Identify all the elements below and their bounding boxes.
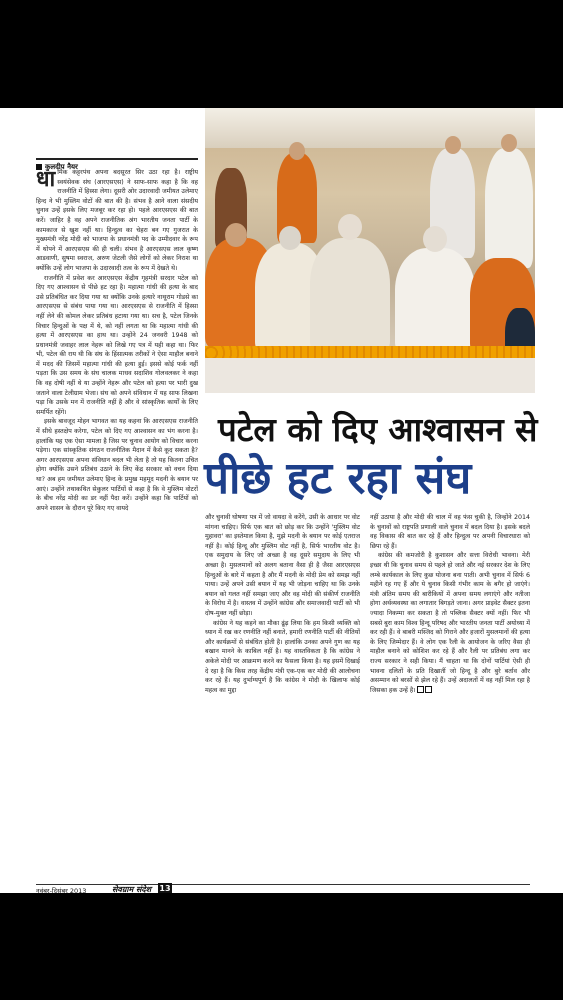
- article-column-2: [205, 513, 360, 883]
- photo-head: [445, 136, 461, 154]
- footer-date: नवंबर-दिसंबर 2013: [36, 887, 87, 893]
- photo-head: [338, 214, 362, 240]
- column2-paragraph-2: कांग्रेस ने यह कहने का मौका ढूंढ़ लिया कि हम किसी व्यक्ति को ध्यान में रख कर रणनीति नहीं बनाते, हमारी रणनीति पार्टी की नीतियों और कार्यक्रमों से संबंधित होती है। हालांकि उनका अपने गुण का यह बखान मानने के काबिल नहीं है। यह वास्तविकता है कि कांग्रेस ने अकेले मोदी पर आक्रमण करने का फैसला किया है। यह इसमें दिखाई दे रहा है कि किस तरह केंद्रीय मंत्री एक-एक कर मोदी की आलोचना कर रहे हैं। यह दुर्भाग्यपूर्ण है कि कांग्रेस ने मोदी के खिलाफ कोई महत्व का मुद्दा: [205, 619, 360, 694]
- photo-person: [395, 248, 475, 353]
- photo-person: [485, 148, 533, 268]
- stage-table: [205, 358, 535, 393]
- column3-paragraph-2-text: कांग्रेस की कमजोरी है कुशासन और सत्ता विरोधी भावना। मेरी इच्छा थी कि चुनाव समय से पहले हो जाते और नई सरकार देश के लिए लम्बे कार्यकाल के लिए कुछ योजना बना पाती। अभी चुनाव में सिर्फ 6 महीने रह गए हैं और ये चुनाव किसी गंभीर काम के बगैर हो जाएंगे। मंत्री अंतिम समय की बारीकियों में अपना समय लगाएंगे और नतीजा होगा अर्थव्यवस्था का लगातार बिगड़ते जाना। अगर प्राइवेट सैक्टर इतना ज्यादा निकम्मा कर सकता है तो पब्लिक सैक्टर क्यों नहीं। फिर भी सबसे बुरा काम विश्व हिन्दू परिषद और भारतीय जनता पार्टी अयोध्या में कर रही हैं। वे बाबरी मस्जिद को गिराने और हजारों मुसलमानों की हत्या के लिए जिम्मेदार हैं। वे लोग एक रैली के आयोजन के जरिए वैसा ही माहौल बनाने को कोशिश कर रहे हैं और रैली पर प्रतिबंध लगा कर राज्य सरकार ने सही किया। मैं चाहता था कि दोनों पार्टियां ऐसी ही भावना दलितों के प्रति दिखातीं जो हिन्दू है और बुरे बर्ताव और असम्मान को बरसों से झेल रहे हैं। उन्हें अदालतों में वह नहीं मिल रहा है जिसका हक उन्हें है।: [370, 552, 530, 694]
- page-number: 13: [159, 884, 171, 893]
- photo-person: [310, 238, 390, 353]
- footer-magazine-name: सेवग्राम संदेश: [112, 885, 152, 893]
- tent-canopy: [205, 108, 535, 148]
- column1-paragraph-3: इसके बावजूद मोहन भागवत का यह कहना कि आरएसएस राजनीति में सीधे हस्तक्षेप करेगा, पटेल को दिए गए आश्वासन का भंग करना है। हालांकि यह एक ऐसा मामला है जिस पर चुनाव आयोग को विचार करना पड़ेगा। एक सांस्कृतिक संगठन राजनीतिक मैदान में कैसे कूद सकता है? अगर आरएसएस अपना संविधान बदल भी लेता है तो यह कितना उचित होगा क्योंकि उसने प्रतिबंध उठाने के लिए केंद्र सरकार को वचन दिया था? अब हम जमीयत उलेमाए हिन्द के प्रमुख महमूद मदनी के बयान पर आएं। उन्होंने तथाकथित सेकुलर पार्टियों से कहा है कि वे मुस्लिम वोटरों के बीच नरेंद्र मोदी का डर नहीं पैदा करें। उन्होंने कहा कि पार्टियों को अपने शासन के दौरान पूरे किए गए वायदे: [36, 418, 198, 512]
- magazine-page: [0, 108, 563, 893]
- column2-paragraph-1: और चुनावी घोषणा पत्र में जो वायदा वे करेंगे, उसी के आधार पर वोट मांगना चाहिए। सिर्फ एक बात को छोड़ कर कि उन्होंने 'मुस्लिम वोट मुहावरा' का इस्तेमाल किया है, मुझे मदनी के बयान पर कोई एतराज नहीं है। कोई हिन्दू और मुस्लिम वोट नहीं है, सिर्फ भारतीय वोट है। एक समुदाय के लिए जो अच्छा है वह दूसरे समुदाय के लिए भी अच्छा है। मुसलमानों को अलग बताना वैसा ही है जैसा आरएसएस हिन्दुओं के बारे में कहता है और मैं मदनी के मोदी प्रेम को समझ नहीं पाया। उन्हें अपने उसी बयान में यह भी जोड़ना चाहिए था कि उनके बयान को गलत नहीं समझा जाए और वह मोदी की संकीर्ण राजनीति के विरोध में है। वास्तव में उन्होंने कांग्रेस और समाजवादी पार्टी को भी दोष-मुक्त नहीं छोड़ा।: [205, 514, 360, 617]
- column1-paragraph-1: र्मिक कट्टरपंथ अपना बदसूरत सिर उठा रहा है। राष्ट्रीय स्वयंसेवक संघ (आरएसएस) ने साफ-साफ कहा है कि वह राजनीति में हिस्सा लेगा। दूसरी ओर उदारवादी जमीयत उलेमाए हिन्द ने भी मुस्लिम वोटों की बात की है। संभव है आने वाला संसदीय चुनाव उन्हें इसके लिए मजबूर कर रहा हो। पहले आरएसएस की बात करें। जाहिर है वह अपने राजनीतिक अंग भारतीय जनता पार्टी के कामकाज से खुश नहीं था। हिन्दुत्व का चेहरा बन गए गुजरात के मुख्यमंत्री नरेंद्र मोदी को भाजपा के प्रधानमंत्री पद के उम्मीदवार के रूप में थोपने में आरएसएस की ही चली। संभव है आरएसएस लाल कृष्ण आडवाणी, सुषमा स्वराज, अरुण जेटली जैसे लोगों को लेकर निराश था क्योंकि उन्हें लोग भाजपा के उदारवादी तत्व के रूप में देखते थे।: [36, 169, 198, 272]
- headline-line-1: पटेल को दिए आश्वासन से: [218, 410, 538, 449]
- article-photo: [205, 108, 535, 393]
- photo-head: [501, 134, 517, 152]
- article-column-3: [370, 513, 530, 883]
- column3-paragraph-1: नहीं उठाया है और मोदी की चाल में वह फंस चुकी है, जिन्होंने 2014 के चुनावों को राष्ट्रपति प्रणाली वाले चुनाव में बदल दिया है। इसके बदले वह विकास की बात कर रहे हैं और हिन्दुत्व पर अपनी विचारधारा को छिपा रहे हैं।: [370, 514, 530, 550]
- author-byline: कुलदीप नैयर: [36, 163, 78, 172]
- footer-rule: [36, 884, 530, 885]
- photo-head: [279, 226, 301, 250]
- photo-head: [289, 142, 305, 160]
- photo-head: [225, 223, 247, 247]
- column1-paragraph-2: राजनीति में प्रवेश कर आरएसएस केंद्रीय गृहमंत्री सरदार पटेल को दिए गए आश्वासन से पीछे हट रहा है। महात्मा गांधी की हत्या के बाद उसे प्रतिबंधित कर दिया गया था क्योंकि उनके हत्यारे नाथूराम गोडसे का आरएसएस से संबंध पाया गया था। आरएसएस से राजनीति में हिस्सा नहीं लेने की कोमल लेकर प्रतिबंध हटाया गया था। सच है, पटेल जिनके विचार हिन्दुओं के पक्ष में थे, को नहीं लगता था कि महात्मा गांधी की हत्या में आरएसएस का हाथ था। उन्होंने 24 जनवरी 1948 को प्रधानमंत्री जवाहर लाल नेहरू को लिखे गए पत्र में यही कहा था। फिर भी, पटेल की राय थी कि संघ के हिंसात्मक तरीकों ने ऐसा माहौल बनाने में मदद की जिसमें महात्मा गांधी की हत्या हुई। इससे कोई फर्क नहीं पड़ता कि उस समय के संघ चालक माधव सदाशिव गोलवलकर ने कहा कि वह दोषी नहीं थे या उन्होंने नेहरू और पटेल को हत्या पर भारी दुख जताने वाला टेलीग्राम भेजा। संघ को अपने संविधान में यह साफ लिखना पड़ा कि उसके मन में राजनीति नहीं है और वे सांस्कृतिक कार्यों के लिए समर्पित रहेंगे।: [36, 274, 198, 416]
- end-mark-icon: [425, 686, 432, 693]
- column3-paragraph-2: [370, 551, 530, 695]
- drop-cap: धा: [36, 168, 56, 192]
- headline-line-2: पीछे हट रहा संघ: [204, 453, 472, 504]
- article-column-1: [36, 168, 198, 876]
- author-rule: [36, 158, 198, 160]
- end-mark-icon: [417, 686, 424, 693]
- photo-head: [423, 226, 447, 252]
